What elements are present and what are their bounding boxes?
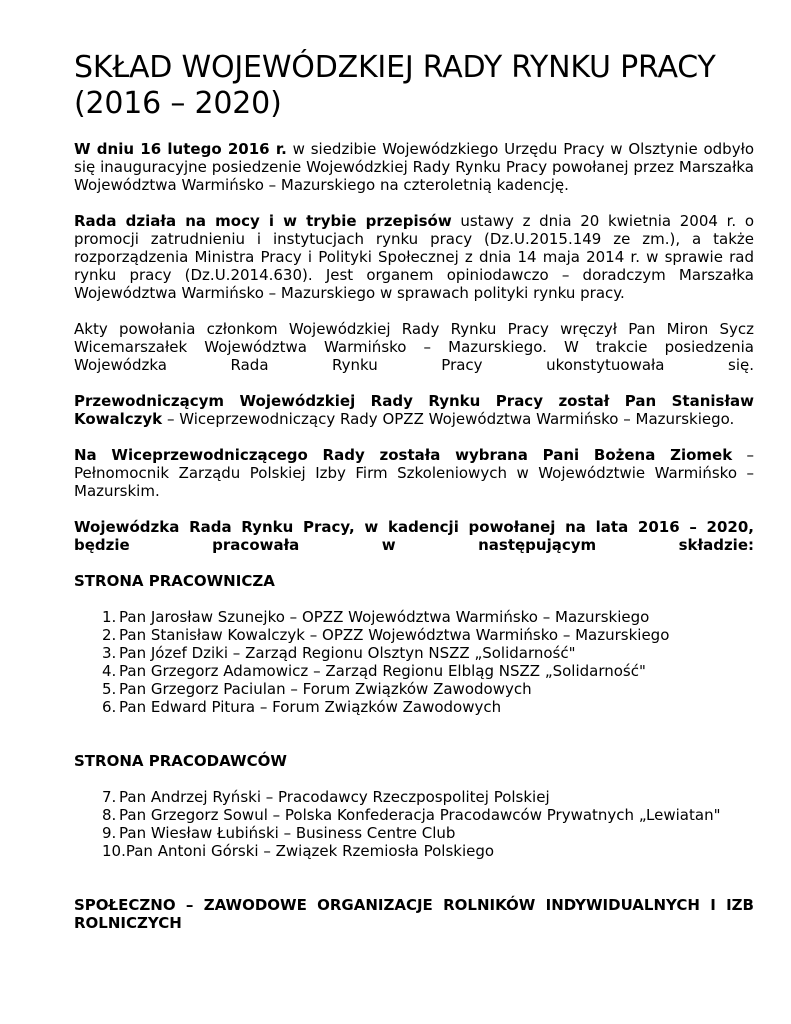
- list-item-text: Pan Jarosław Szunejko – OPZZ Województwa Warmińsko – Mazurskiego: [119, 608, 650, 626]
- paragraph-chairman-text: – Wiceprzewodniczący Rady OPZZ Województwa Warmińsko – Mazurskiego.: [162, 410, 735, 428]
- paragraph-composition-intro: Wojewódzka Rada Rynku Pracy, w kadencji powołanej na lata 2016 – 2020, będzie pracowała w następującym składzie:: [74, 518, 754, 554]
- paragraph-inauguration-lead: W dniu 16 lutego 2016 r.: [74, 140, 287, 158]
- paragraph-chairman: [74, 392, 754, 428]
- list-item-number: 1.: [102, 608, 117, 626]
- paragraph-legal-basis-text: ustawy z dnia 20 kwietnia 2004 r. o promocji zatrudnieniu i instytucjach rynku pracy (Dz.U.2015.149 ze zm.), a także rozporządzenia Ministra Pracy i Polityki Społecznej z dnia 14 maja 2014 r. w sprawie rad rynku pracy (Dz.U.2014.630). Jest organem opiniodawczo – doradczym Marszałka Województwa Warmińsko – Mazurskiego w sprawach polityki rynku pracy.: [74, 212, 754, 302]
- paragraph-chairman-lead: Przewodniczącym Wojewódzkiej Rady Rynku Pracy został Pan Stanisław Kowalczyk: [74, 392, 754, 428]
- title-line-2: (2016 – 2020): [74, 86, 282, 121]
- list-item: [102, 842, 754, 860]
- list-item-text: Pan Stanisław Kowalczyk – OPZZ Województwa Warmińsko – Mazurskiego: [119, 626, 670, 644]
- spacer: [74, 860, 754, 896]
- list-item-number: 9.: [102, 824, 117, 842]
- list-item-number: 5.: [102, 680, 117, 698]
- section-heading-employers: STRONA PRACODAWCÓW: [74, 752, 287, 770]
- paragraph-inauguration-text: w siedzibie Wojewódzkiego Urzędu Pracy w Olsztynie odbyło się inauguracyjne posiedzenie Wojewódzkiej Rady Rynku Pracy powołanej przez Marszałka Województwa Warmińsko – Mazurskiego na czteroletnią kadencję.: [74, 140, 755, 194]
- list-item-text: Pan Grzegorz Adamowicz – Zarząd Regionu Elbląg NSZZ „Solidarność": [119, 662, 646, 680]
- section-heading-employees: STRONA PRACOWNICZA: [74, 572, 275, 590]
- paragraph-appointment: Akty powołania członkom Wojewódzkiej Rady Rynku Pracy wręczył Pan Miron Sycz Wicemarszałek Województwa Warmińsko – Mazurskiego. W trakcie posiedzenia Wojewódzka Rada Rynku Pracy ukonstytuowała się.: [74, 320, 754, 374]
- list-item-number: 3.: [102, 644, 117, 662]
- list-item-number: 6.: [102, 698, 117, 716]
- paragraph-vice-chairman: [74, 446, 754, 500]
- list-item: [102, 644, 754, 662]
- paragraph-legal-basis: [74, 212, 754, 302]
- paragraph-vice-chairman-lead: Na Wiceprzewodniczącego Rady została wybrana Pani Bożena Ziomek: [74, 446, 733, 464]
- section-heading-farmers-organizations: SPOŁECZNO – ZAWODOWE ORGANIZACJE ROLNIKÓW INDYWIDUALNYCH I IZB ROLNICZYCH: [74, 896, 754, 932]
- list-item-number: 7.: [102, 788, 117, 806]
- document-page: [74, 50, 754, 950]
- spacer: [74, 716, 754, 752]
- member-list-employers: [74, 788, 754, 860]
- list-item-text: Pan Grzegorz Sowul – Polska Konfederacja Pracodawców Prywatnych „Lewiatan": [119, 806, 721, 824]
- list-item-text: Pan Antoni Górski – Związek Rzemiosła Polskiego: [125, 842, 495, 860]
- list-item: [102, 806, 754, 824]
- list-item-text: Pan Józef Dziki – Zarząd Regionu Olsztyn NSZZ „Solidarność": [119, 644, 576, 662]
- title-line-1: SKŁAD WOJEWÓDZKIEJ RADY RYNKU PRACY: [74, 50, 716, 85]
- list-item: [102, 788, 754, 806]
- list-item-number: 2.: [102, 626, 117, 644]
- list-item-number: 10.: [102, 842, 126, 860]
- paragraph-vice-chairman-text: – Pełnomocnik Zarządu Polskiej Izby Firm Szkoleniowych w Województwie Warmińsko – Mazurskim.: [74, 446, 754, 500]
- member-list-employees: [74, 608, 754, 716]
- list-item: [102, 626, 754, 644]
- paragraph-legal-basis-lead: Rada działa na mocy i w trybie przepisów: [74, 212, 452, 230]
- list-item-text: Pan Grzegorz Paciulan – Forum Związków Zawodowych: [119, 680, 532, 698]
- list-item-text: Pan Wiesław Łubiński – Business Centre Club: [119, 824, 456, 842]
- list-item: [102, 608, 754, 626]
- list-item-text: Pan Andrzej Ryński – Pracodawcy Rzeczpospolitej Polskiej: [119, 788, 550, 806]
- list-item: [102, 824, 754, 842]
- list-item: [102, 698, 754, 716]
- list-item-number: 4.: [102, 662, 117, 680]
- page-title: [74, 50, 754, 122]
- paragraph-inauguration: [74, 140, 754, 194]
- list-item: [102, 680, 754, 698]
- list-item: [102, 662, 754, 680]
- list-item-number: 8.: [102, 806, 117, 824]
- list-item-text: Pan Edward Pitura – Forum Związków Zawodowych: [119, 698, 502, 716]
